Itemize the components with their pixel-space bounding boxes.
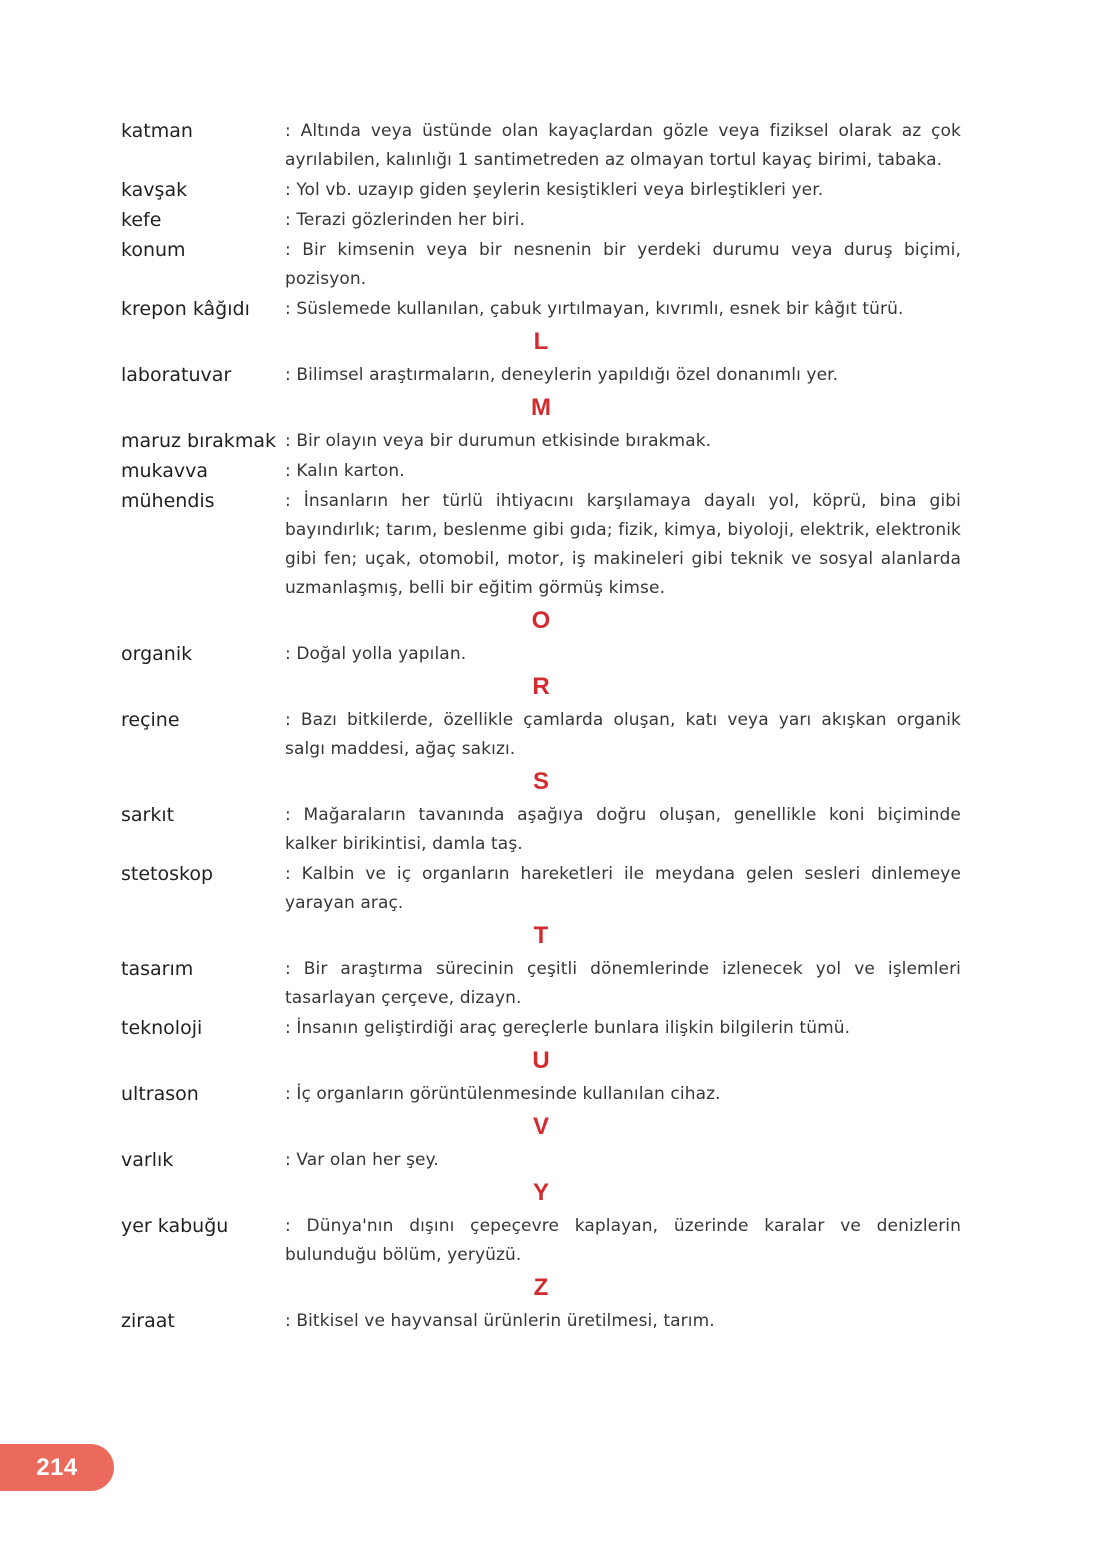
- section-letter-heading: V: [532, 1113, 549, 1140]
- glossary-term: laboratuvar: [121, 364, 232, 386]
- glossary-entry: [121, 205, 961, 235]
- glossary-entry: [121, 175, 961, 205]
- glossary-definition: : Kalın karton.: [285, 461, 405, 481]
- glossary-term: yer kabuğu: [121, 1215, 229, 1237]
- glossary-definition: : İnsanların her türlü ihtiyacını karşılamaya dayalı yol, köprü, bina gibi bayındırlık; tarım, beslenme gibi gıda; fizik, kimya, biyoloji, elektrik, elektronik gibi fen; uçak, otomobil, motor, iş makineleri gibi teknik ve sosyal alanlarda uzmanlaşmış, belli bir eğitim görmüş kimse.: [285, 491, 961, 598]
- glossary-entry: [121, 1211, 961, 1270]
- glossary-term: konum: [121, 239, 186, 261]
- glossary-term: tasarım: [121, 958, 194, 980]
- glossary-entry: [121, 705, 961, 764]
- glossary-term: katman: [121, 120, 193, 142]
- glossary-definition: : Bir olayın veya bir durumun etkisinde bırakmak.: [285, 431, 712, 451]
- glossary-definition: : İç organların görüntülenmesinde kullanılan cihaz.: [285, 1084, 721, 1104]
- section-letter-heading: M: [531, 394, 551, 421]
- glossary-definition: : Yol vb. uzayıp giden şeylerin kesiştikleri veya birleştikleri yer.: [285, 180, 824, 200]
- glossary-term: ziraat: [121, 1310, 175, 1332]
- page-number-tab: [0, 1444, 114, 1491]
- section-letter-heading: Y: [532, 1179, 549, 1206]
- glossary-term: teknoloji: [121, 1017, 203, 1039]
- section-letter-heading: R: [532, 673, 550, 700]
- glossary-entry: [121, 456, 961, 486]
- glossary-entry: [121, 1145, 961, 1175]
- glossary-entry: [121, 426, 961, 456]
- glossary-term: ultrason: [121, 1083, 199, 1105]
- section-letter-heading: O: [531, 607, 551, 634]
- glossary-entry: [121, 486, 961, 603]
- glossary-term: krepon kâğıdı: [121, 298, 250, 320]
- glossary-entry: [121, 360, 961, 390]
- glossary-term: maruz bırakmak: [121, 430, 276, 452]
- glossary-entry: [121, 235, 961, 294]
- glossary-term: reçine: [121, 709, 180, 731]
- section-letter-heading: U: [532, 1047, 550, 1074]
- section-letter-heading: T: [533, 922, 549, 949]
- glossary-definition: : Doğal yolla yapılan.: [285, 644, 467, 664]
- glossary-definition: : İnsanın geliştirdiği araç gereçlerle bunlara ilişkin bilgilerin tümü.: [285, 1018, 851, 1038]
- glossary-definition: : Var olan her şey.: [285, 1150, 439, 1170]
- glossary-definition: : Mağaraların tavanında aşağıya doğru oluşan, genellikle koni biçiminde kalker birikintisi, damla taş.: [285, 805, 961, 854]
- section-letter-heading: Z: [533, 1274, 549, 1301]
- glossary-term: sarkıt: [121, 804, 175, 826]
- glossary-definition: : Bir kimsenin veya bir nesnenin bir yerdeki durumu veya duruş biçimi, pozisyon.: [285, 240, 961, 289]
- glossary-definition: : Altında veya üstünde olan kayaçlardan gözle veya fiziksel olarak az çok ayrılabilen, kalınlığı 1 santimetreden az olmayan tortul kayaç birimi, tabaka.: [285, 121, 961, 170]
- glossary-entry: [121, 639, 961, 669]
- glossary-definition: : Bir araştırma sürecinin çeşitli dönemlerinde izlenecek yol ve işlemleri tasarlayan çerçeve, dizayn.: [285, 959, 961, 1008]
- glossary-entry: [121, 116, 961, 175]
- glossary-definition: : Bilimsel araştırmaların, deneylerin yapıldığı özel donanımlı yer.: [285, 365, 839, 385]
- glossary-term: stetoskop: [121, 863, 214, 885]
- section-letter-heading: L: [533, 328, 549, 355]
- glossary-entry: [121, 1306, 961, 1336]
- glossary-definition: : Terazi gözlerinden her biri.: [285, 210, 526, 230]
- glossary-term: mühendis: [121, 490, 215, 512]
- glossary-term: kefe: [121, 209, 162, 231]
- glossary-term: mukavva: [121, 460, 208, 482]
- glossary-term: kavşak: [121, 179, 188, 201]
- glossary-entry: [121, 954, 961, 1013]
- glossary-entry: [121, 800, 961, 859]
- page-number: 214: [36, 1453, 78, 1481]
- glossary-entry: [121, 294, 961, 324]
- glossary-definition: : Dünya'nın dışını çepeçevre kaplayan, üzerinde karalar ve denizlerin bulunduğu bölüm, yeryüzü.: [285, 1216, 961, 1265]
- glossary-entry: [121, 1013, 961, 1043]
- glossary-definition: : Bazı bitkilerde, özellikle çamlarda oluşan, katı veya yarı akışkan organik salgı maddesi, ağaç sakızı.: [285, 710, 961, 759]
- glossary-term: organik: [121, 643, 193, 665]
- glossary-entry: [121, 859, 961, 918]
- section-letter-heading: S: [532, 768, 549, 795]
- glossary-definition: : Bitkisel ve hayvansal ürünlerin üretilmesi, tarım.: [285, 1311, 715, 1331]
- glossary-list: [121, 116, 961, 1336]
- glossary-entry: [121, 1079, 961, 1109]
- glossary-definition: : Süslemede kullanılan, çabuk yırtılmayan, kıvrımlı, esnek bir kâğıt türü.: [285, 299, 904, 319]
- glossary-definition: : Kalbin ve iç organların hareketleri ile meydana gelen sesleri dinlemeye yarayan araç.: [285, 864, 961, 913]
- glossary-term: varlık: [121, 1149, 174, 1171]
